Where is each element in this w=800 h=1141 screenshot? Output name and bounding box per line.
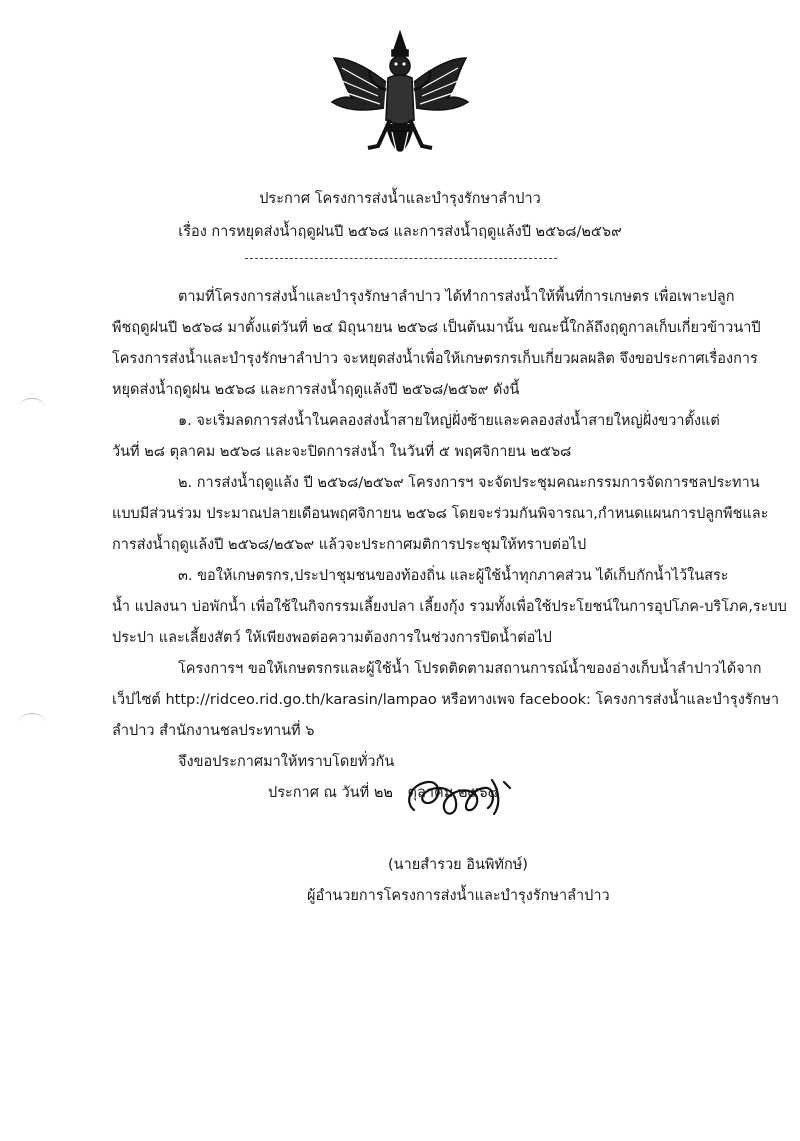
punch-hole-mark <box>20 398 44 413</box>
signer-name: (นายสำรวย อินพิทักษ์) <box>388 857 528 873</box>
contact-line: เว็ปไซต์ http://ridceo.rid.go.th/karasin/lampao หรือทางเพจ facebook: โครงการส่งน้ำและบำรุงรักษา <box>112 692 780 708</box>
title-divider <box>245 258 557 259</box>
paragraph-1-line: ตามที่โครงการส่งน้ำและบำรุงรักษาลำปาว ได้ทำการส่งน้ำให้พื้นที่การเกษตร เพื่อเพาะปลูก <box>178 289 735 305</box>
item-3-line: ประปา และเลี้ยงสัตว์ ให้เพียงพอต่อความต้องการในช่วงการปิดน้ำต่อไป <box>112 630 552 646</box>
item-3-line: ๓. ขอให้เกษตรกร,ประปาชุมชนของท้องถิ่น และผู้ใช้น้ำทุกภาคส่วน ได้เก็บกักน้ำไว้ในสระ <box>178 568 729 584</box>
item-2-line: การส่งน้ำฤดูแล้งปี ๒๕๖๘/๒๕๖๙ แล้วจะประกาศมติการประชุมให้ทราบต่อไป <box>112 537 587 553</box>
item-3-line: น้ำ แปลงนา บ่อพักน้ำ เพื่อใช้ในกิจกรรมเลี้ยงปลา เลี้ยงกุ้ง รวมทั้งเพื่อใช้ประโยชน์ในการอุปโภค-บริโภค,ระบบ <box>112 599 787 615</box>
closing-line: จึงขอประกาศมาให้ทราบโดยทั่วกัน <box>178 754 395 770</box>
item-2-line: ๒. การส่งน้ำฤดูแล้ง ปี ๒๕๖๘/๒๕๖๙ โครงการฯ จะจัดประชุมคณะกรรมการจัดการชลประทาน <box>178 475 760 491</box>
announcement-title: ประกาศ โครงการส่งน้ำและบำรุงรักษาลำปาว <box>259 191 541 207</box>
signer-position: ผู้อำนวยการโครงการส่งน้ำและบำรุงรักษาลำปาว <box>307 888 610 904</box>
handwritten-signature <box>396 762 526 832</box>
paragraph-1-line: หยุดส่งน้ำฤดูฝน ๒๕๖๘ และการส่งน้ำฤดูแล้งปี ๒๕๖๘/๒๕๖๙ ดังนี้ <box>112 382 520 398</box>
garuda-emblem <box>328 28 472 176</box>
paragraph-1-line: พืชฤดูฝนปี ๒๕๖๘ มาตั้งแต่วันที่ ๒๔ มิถุนายน ๒๕๖๘ เป็นต้นมานั้น ขณะนี้ใกล้ถึงฤดูกาลเก็บเกี่ยวข้าวนาปี <box>112 320 761 336</box>
item-1-line: ๑. จะเริ่มลดการส่งน้ำในคลองส่งน้ำสายใหญ่ฝั่งซ้ายและคลองส่งน้ำสายใหญ่ฝั่งขวาตั้งแต่ <box>178 413 720 429</box>
paragraph-1-line: โครงการส่งน้ำและบำรุงรักษาลำปาว จะหยุดส่งน้ำเพื่อให้เกษตรกรเก็บเกี่ยวผลผลิต จึงขอประกาศเรื่องการ <box>112 351 758 367</box>
item-1-line: วันที่ ๒๘ ตุลาคม ๒๕๖๘ และจะปิดการส่งน้ำ ในวันที่ ๕ พฤศจิกายน ๒๕๖๘ <box>112 444 572 460</box>
dateline-prefix: ประกาศ ณ วันที่ <box>268 785 370 801</box>
dateline-month-year: ตุลาคม ๒๕๖๘ <box>407 785 499 801</box>
item-2-line: แบบมีส่วนร่วม ประมาณปลายเดือนพฤศจิกายน ๒๕๖๘ โดยจะร่วมกันพิจารณา,กำหนดแผนการปลูกพืชและ <box>112 506 769 522</box>
contact-line: ลำปาว สำนักงานชลประทานที่ ๖ <box>112 723 315 739</box>
contact-line: โครงการฯ ขอให้เกษตรกรและผู้ใช้น้ำ โปรดติดตามสถานการณ์น้ำของอ่างเก็บน้ำลำปาวได้จาก <box>178 661 762 677</box>
announcement-subject: เรื่อง การหยุดส่งน้ำฤดูฝนปี ๒๕๖๘ และการส่งน้ำฤดูแล้งปี ๒๕๖๘/๒๕๖๙ <box>178 224 622 240</box>
dateline-day: ๒๒ <box>373 785 393 801</box>
punch-hole-mark <box>20 713 44 728</box>
